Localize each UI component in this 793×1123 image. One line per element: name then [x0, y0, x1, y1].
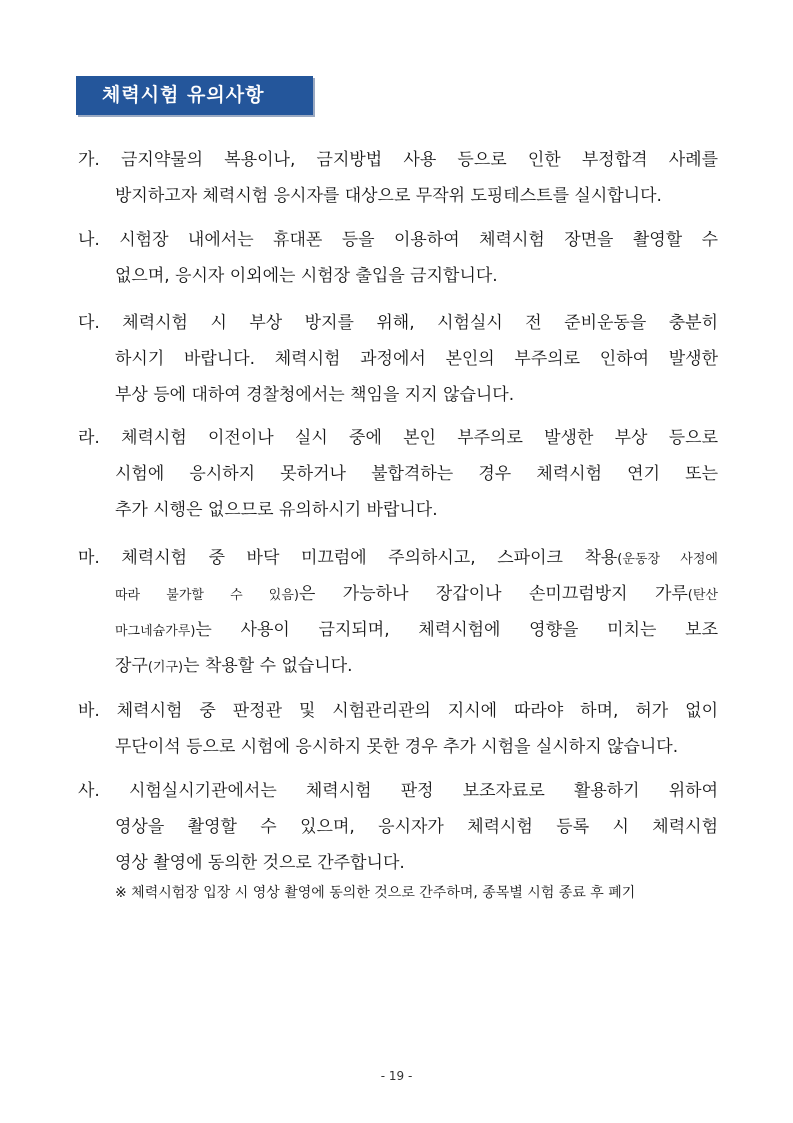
- item-ma-line-2-text: 은 가능하나 장갑이나 손미끄럼방지 가루: [298, 584, 688, 604]
- item-ma-line-1-text: 마. 체력시험 중 바닥 미끄럼에 주의하시고, 스파이크 착용: [78, 548, 618, 568]
- item-da-line-3: 부상 등에 대하여 경찰청에서는 책임을 지지 않습니다.: [115, 385, 515, 405]
- notice-item-ba: [78, 699, 718, 771]
- notice-item-ra: [78, 426, 718, 534]
- item-da-line-1: 다. 체력시험 시 부상 방지를 위해, 시험실시 전 준비운동을 충분히: [78, 313, 718, 333]
- item-ma-line-4-text-end: 는 착용할 수 없습니다.: [183, 656, 353, 676]
- item-sa-line-3: 영상 촬영에 동의한 것으로 간주합니다.: [115, 853, 405, 873]
- item-ma-line-3: [78, 618, 718, 654]
- item-ra-line-2: 시험에 응시하지 못하거나 불합격하는 경우 체력시험 연기 또는: [115, 464, 718, 484]
- item-ra-line-3: 추가 시행은 없으므로 유의하시기 바랍니다.: [115, 500, 438, 520]
- item-ma-line-4-text: 장구: [115, 656, 148, 676]
- item-ma-line-2: [78, 582, 718, 618]
- item-ma-line-3-text: 는 사용이 금지되며, 체력시험에 영향을 미치는 보조: [195, 620, 718, 640]
- item-ra-line-1: 라. 체력시험 이전이나 실시 중에 본인 부주의로 발생한 부상 등으로: [78, 428, 718, 448]
- item-ma-line-4: [78, 654, 718, 690]
- item-sa-line-1: 사. 시험실시기관에서는 체력시험 판정 보조자료로 활용하기 위하여: [78, 781, 718, 801]
- item-ga-line-2: 방지하고자 체력시험 응시자를 대상으로 무작위 도핑테스트를 실시합니다.: [115, 186, 662, 206]
- footnote: ※ 체력시험장 입장 시 영상 촬영에 동의한 것으로 간주하며, 종목별 시험 종료 후 폐기: [115, 885, 636, 901]
- notice-item-sa: [78, 779, 718, 887]
- item-ba-line-2: 무단이석 등으로 시험에 응시하지 못한 경우 추가 시험을 실시하지 않습니다.: [115, 737, 679, 757]
- item-na-line-1: 나. 시험장 내에서는 휴대폰 등을 이용하여 체력시험 장면을 촬영할 수: [78, 230, 718, 250]
- item-ga-line-1: 가. 금지약물의 복용이나, 금지방법 사용 등으로 인한 부정합격 사례를: [78, 150, 718, 170]
- page-number: - 19 -: [380, 1069, 413, 1083]
- section-title: 체력시험 유의사항: [76, 76, 313, 115]
- notice-item-da: [78, 311, 718, 419]
- item-na-line-2: 없으며, 응시자 이외에는 시험장 출입을 금지합니다.: [115, 266, 498, 286]
- item-ma-line-3-paren: 마그네슘가루): [115, 624, 196, 639]
- item-ma-line-1-paren: (운동장 사정에: [617, 552, 718, 567]
- item-sa-line-2: 영상을 촬영할 수 있으며, 응시자가 체력시험 등록 시 체력시험: [115, 817, 718, 837]
- item-ma-line-1: [78, 546, 718, 582]
- notice-item-ma: [78, 546, 718, 690]
- item-ma-line-2-paren: 따라 불가할 수 있음): [115, 588, 299, 603]
- item-ma-line-2-paren-end: (탄산: [687, 588, 718, 603]
- item-da-line-2: 하시기 바랍니다. 체력시험 과정에서 본인의 부주의로 인하여 발생한: [115, 349, 718, 369]
- item-ma-line-4-paren: (기구): [147, 660, 184, 675]
- notice-item-na: [78, 228, 718, 300]
- notice-item-ga: [78, 148, 718, 220]
- item-ba-line-1: 바. 체력시험 중 판정관 및 시험관리관의 지시에 따라야 하며, 허가 없이: [78, 701, 718, 721]
